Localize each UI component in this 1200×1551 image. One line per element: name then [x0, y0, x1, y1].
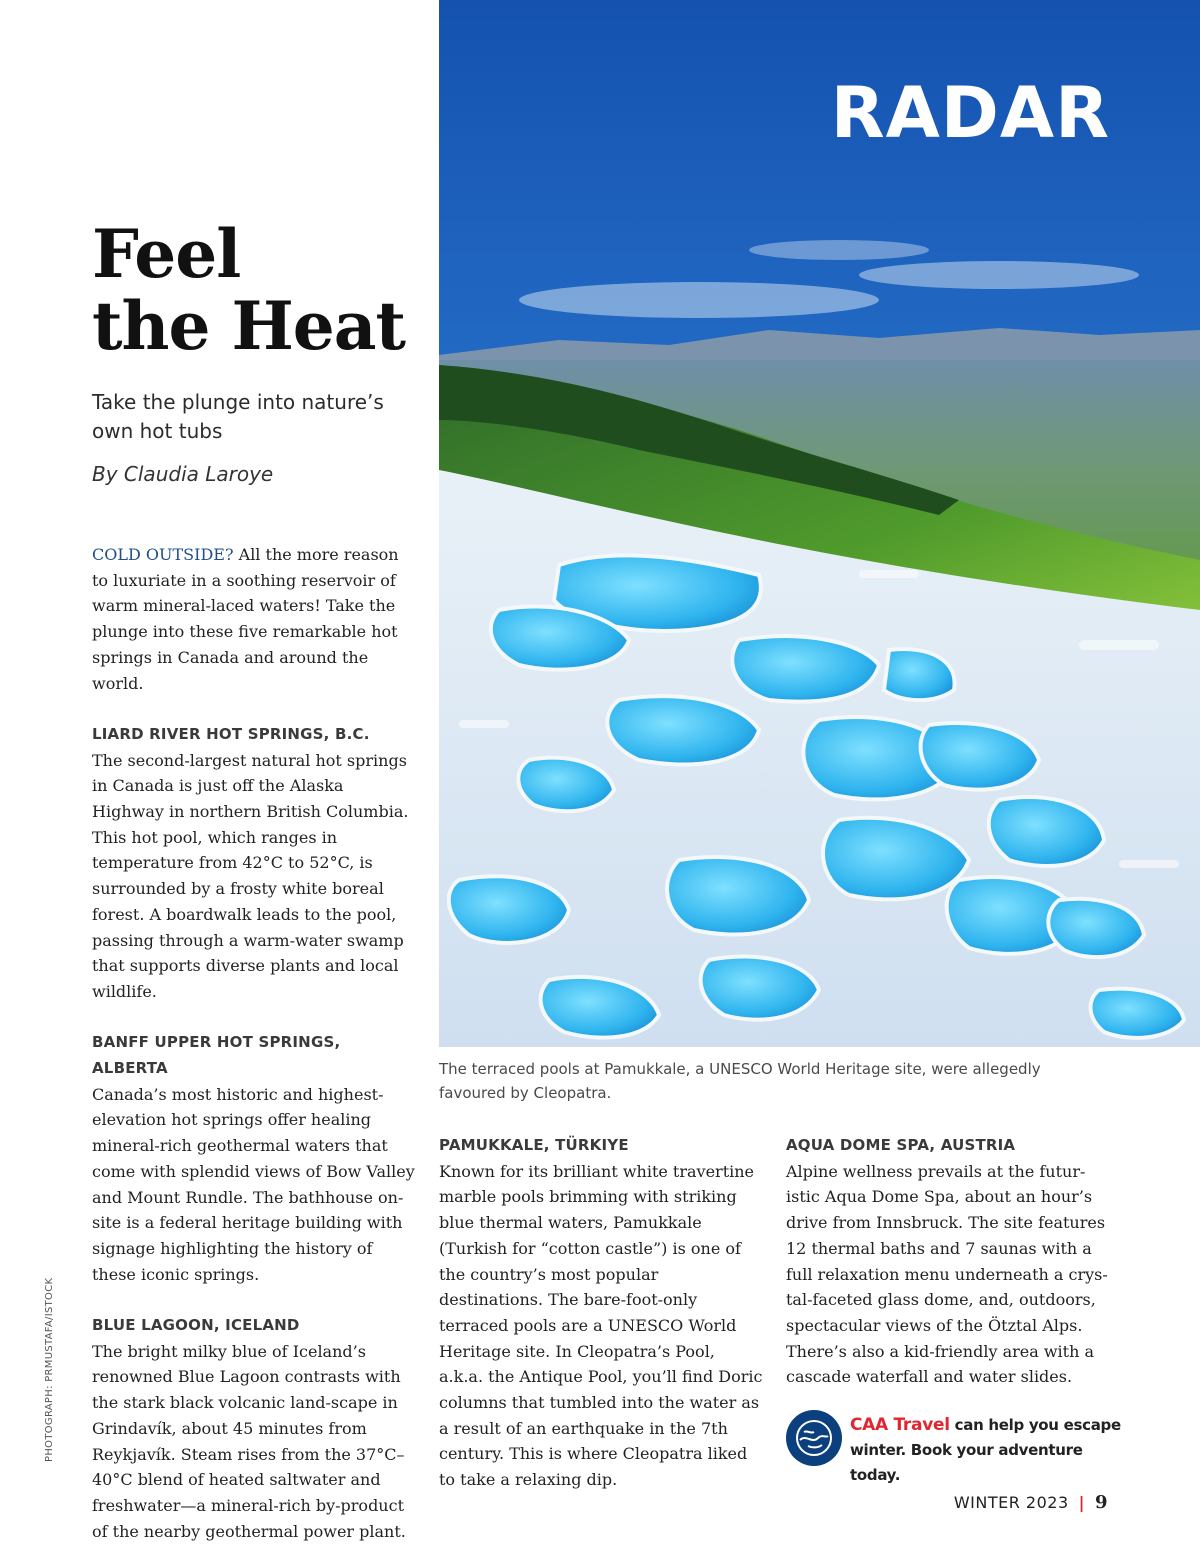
- caa-globe-icon: [786, 1410, 842, 1466]
- intro-lead: COLD OUTSIDE?: [92, 545, 234, 564]
- page-number: 9: [1094, 1492, 1108, 1513]
- spring-heading: BLUE LAGOON, ICELAND: [92, 1316, 300, 1335]
- spring-section-liard: [92, 722, 416, 1005]
- spring-body: The second-largest natural hot springs in Canada is just off the Alaska Highway in northern British Columbia. This hot pool, which ranges in temperature from 42°C to 52°C, is surrounded by a frosty white boreal forest. A boardwalk leads to the pool, passing through a warm-water swamp that supports diverse plants and local wildlife.: [92, 750, 409, 1001]
- folio-separator: |: [1078, 1493, 1085, 1512]
- spring-body: Known for its brilliant white travertine marble pools brimming with striking blue thermal waters, Pamukkale (Turkish for “cotton castle”) is one of the country’s most popular destinations. The bare-foot-only terraced pools are a UNESCO World Heritage site. In Cleopatra’s Pool, a.k.a. the Antique Pool, you’ll find Doric columns that tumbled into the water as a result of an earthquake in the 7th century. This is where Cleopatra liked to take a relaxing dip.: [439, 1161, 763, 1490]
- promo-text: [850, 1413, 1130, 1488]
- spring-heading: AQUA DOME SPA, AUSTRIA: [786, 1136, 1016, 1154]
- dek: Take the plunge into nature’s own hot tubs: [92, 390, 384, 443]
- headline-line-1: Feel: [92, 215, 241, 293]
- page-folio: [954, 1492, 1108, 1513]
- spring-section-banff: [92, 1030, 416, 1287]
- spring-heading: BANFF UPPER HOT SPRINGS, ALBERTA: [92, 1033, 341, 1078]
- spring-section-aqua-dome: [786, 1133, 1110, 1390]
- spring-heading: LIARD RIVER HOT SPRINGS, B.C.: [92, 724, 370, 743]
- headline-line-2: the Heat: [92, 287, 406, 365]
- promo-brand: CAA Travel: [850, 1415, 950, 1435]
- spring-section-pamukkale: [439, 1133, 763, 1493]
- photo-credit: PHOTOGRAPH: PRMUSTAFA/ISTOCK: [44, 1277, 55, 1462]
- issue-label: WINTER 2023: [953, 1493, 1069, 1512]
- caa-travel-promo[interactable]: [786, 1410, 1126, 1484]
- article-column-left: [92, 542, 416, 1551]
- intro-text: All the more reason to luxuriate in a soothing reservoir of warm mineral-laced waters! Take the plunge into these five remarkable hot springs in Canada and around the world.: [92, 545, 399, 693]
- hero-photo-pamukkale: [439, 0, 1200, 1047]
- spring-body: Canada’s most historic and highest-elevation hot springs offer healing mineral-rich geothermal waters that come with splendid views of Bow Valley and Mount Rundle. The bathhouse on-site is a federal heritage building with signage highlighting the history of these iconic springs.: [92, 1084, 415, 1284]
- spring-body: The bright milky blue of Iceland’s renowned Blue Lagoon contrasts with the stark black volcanic land-scape in Grindavík, about 45 minutes from Reykjavík. Steam rises from the 37°C–40°C blend of heated saltwater and freshwater—a mineral-rich by-product of the nearby geothermal power plant.: [92, 1341, 406, 1541]
- spring-section-blue-lagoon: [92, 1313, 416, 1544]
- spring-body: Alpine wellness prevails at the futur-istic Aqua Dome Spa, about an hour’s drive from Innsbruck. The site features 12 thermal baths and 7 saunas with a full relaxation menu underneath a crys-tal-faceted glass dome, and, outdoors, spectacular views of the Ötztal Alps. There’s also a kid-friendly area with a cascade waterfall and water slides.: [786, 1161, 1108, 1387]
- intro-paragraph: [92, 542, 416, 696]
- promo-message: can help you escape winter. Book your adventure today.: [850, 1416, 1121, 1484]
- spring-heading: PAMUKKALE, TÜRKIYE: [439, 1136, 629, 1154]
- headline: [92, 215, 406, 365]
- photo-caption: The terraced pools at Pamukkale, a UNESCO World Heritage site, were allegedly favoured by Cleopatra.: [439, 1060, 1041, 1102]
- article-column-middle: [439, 1133, 763, 1519]
- byline: By Claudia Laroye: [92, 462, 274, 486]
- section-tag: RADAR: [830, 72, 1110, 154]
- article-column-right: [786, 1133, 1110, 1416]
